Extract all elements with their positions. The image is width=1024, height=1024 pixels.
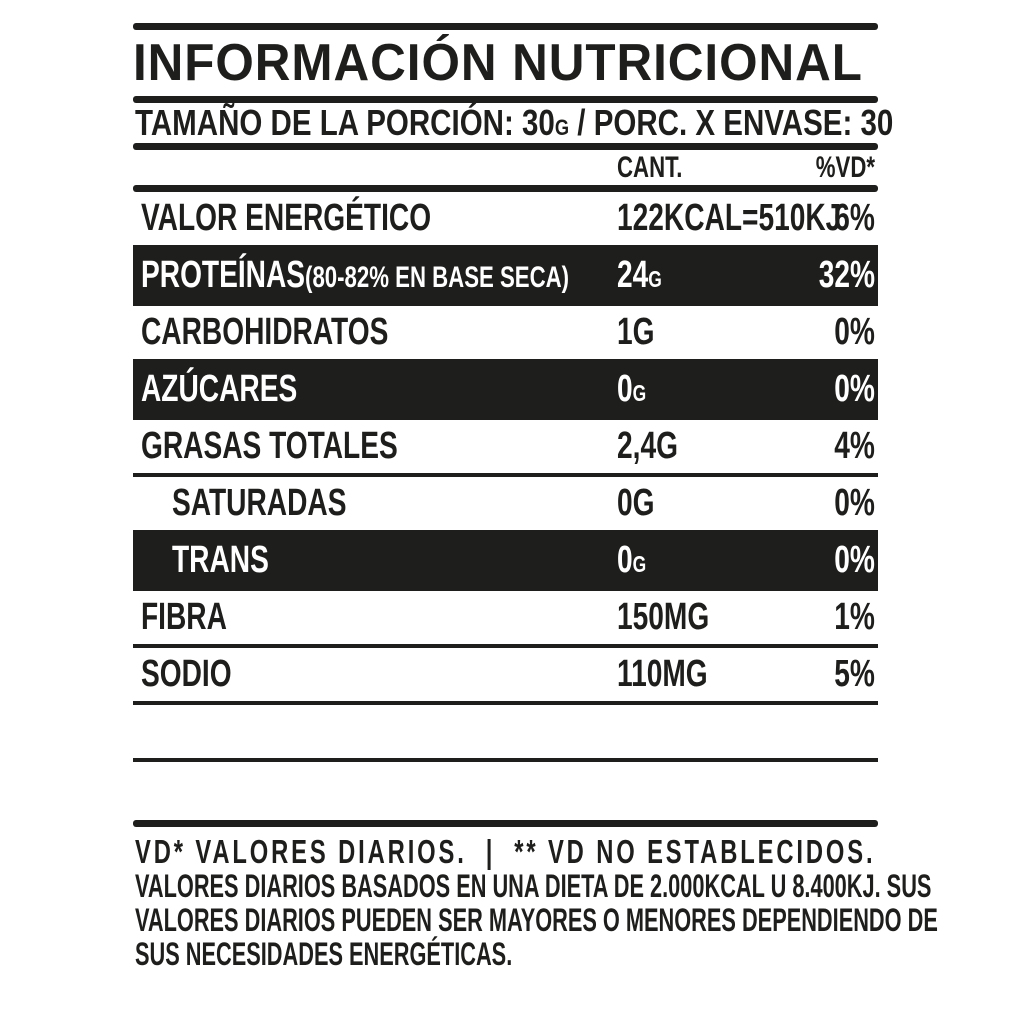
nutrient-row bbox=[133, 477, 878, 530]
nutrient-amount-cell bbox=[617, 648, 740, 701]
nutrient-amount-cell bbox=[617, 420, 699, 473]
footnote-line: VALORES DIARIOS BASADOS EN UNA DIETA DE 2.000KCAL U 8.400KJ. SUS bbox=[135, 867, 932, 904]
nutrient-daily-value: 32% bbox=[818, 254, 875, 296]
daily-value-column-header-cell bbox=[795, 150, 875, 185]
nutrient-daily-value-cell bbox=[820, 530, 875, 591]
nutrient-row bbox=[133, 530, 878, 591]
daily-value-column-header: %VD* bbox=[815, 150, 875, 184]
nutrient-name-cell bbox=[133, 596, 257, 639]
nutrient-amount-cell bbox=[617, 477, 668, 530]
serving-size-text: TAMAÑO DE LA PORCIÓN: 30 bbox=[135, 102, 555, 143]
nutrient-name-cell bbox=[133, 425, 488, 468]
nutrient-name: SODIO bbox=[141, 653, 232, 695]
label-title: INFORMACIÓN NUTRICIONAL bbox=[133, 34, 863, 92]
serving-info bbox=[133, 102, 894, 143]
servings-per-container-text: / PORC. X ENVASE: 30 bbox=[569, 102, 894, 143]
nutrient-daily-value: 0% bbox=[834, 539, 875, 581]
footnote-line: VD* VALORES DIARIOS. | ** VD NO ESTABLECIDOS. bbox=[135, 833, 876, 870]
divider-above-footnote bbox=[133, 820, 878, 827]
amount-column-header: CANT. bbox=[617, 150, 683, 184]
nutrient-name-cell bbox=[133, 710, 141, 753]
nutrient-unit: G bbox=[632, 380, 647, 406]
nutrient-name-cell bbox=[133, 368, 352, 411]
nutrient-table bbox=[133, 192, 878, 762]
nutrient-name-cell bbox=[133, 482, 408, 525]
footnote bbox=[133, 827, 938, 972]
divider-under-serving bbox=[133, 143, 878, 150]
serving-text bbox=[135, 102, 893, 144]
nutrient-daily-value-cell bbox=[820, 591, 875, 644]
nutrient-name-cell bbox=[133, 653, 263, 696]
nutrient-amount: 122KCAL=510KJ bbox=[617, 197, 842, 239]
nutrient-daily-value-cell bbox=[820, 306, 875, 359]
nutrient-amount-cell bbox=[617, 306, 668, 359]
blank-space bbox=[133, 762, 878, 820]
nutrient-amount-cell bbox=[617, 591, 742, 644]
serving-unit: G bbox=[554, 115, 570, 140]
nutrient-name-cell bbox=[133, 539, 303, 582]
divider-under-column-headers bbox=[133, 185, 878, 192]
nutrient-daily-value-cell bbox=[820, 359, 875, 420]
nutrient-amount: 0 bbox=[617, 539, 633, 581]
nutrient-daily-value-cell bbox=[820, 477, 875, 530]
nutrient-name-cell bbox=[133, 197, 533, 240]
nutrient-daily-value-cell bbox=[799, 245, 875, 306]
nutrient-row bbox=[133, 705, 878, 762]
nutrient-daily-value: 0% bbox=[834, 311, 875, 353]
nutrient-daily-value-cell bbox=[820, 420, 875, 473]
nutrient-row bbox=[133, 420, 878, 477]
nutrition-label bbox=[133, 23, 938, 972]
nutrient-amount: 2,4G bbox=[617, 425, 678, 467]
nutrient-daily-value: 1% bbox=[834, 596, 875, 638]
nutrient-amount: 0 bbox=[617, 368, 633, 410]
amount-column-header-cell bbox=[617, 150, 705, 185]
nutrient-name: CARBOHIDRATOS bbox=[141, 311, 389, 353]
nutrient-row bbox=[133, 245, 878, 306]
nutrient-row bbox=[133, 192, 878, 245]
nutrient-amount-cell bbox=[617, 359, 656, 420]
nutrient-amount-cell bbox=[617, 530, 656, 591]
nutrient-daily-value: 0% bbox=[834, 368, 875, 410]
nutrient-row bbox=[133, 591, 878, 648]
nutrient-note: (80-82% EN BASE SECA) bbox=[305, 261, 570, 294]
footnote-line: SUS NECESIDADES ENERGÉTICAS. bbox=[135, 935, 513, 972]
nutrient-name: AZÚCARES bbox=[141, 368, 298, 410]
footnote-line: VALORES DIARIOS PUEDEN SER MAYORES O MENORES DEPENDIENDO DE bbox=[135, 901, 938, 938]
nutrient-daily-value: 6% bbox=[834, 197, 875, 239]
nutrient-name: SATURADAS bbox=[172, 482, 347, 524]
header bbox=[133, 30, 878, 96]
nutrient-daily-value: 0% bbox=[834, 482, 875, 524]
nutrient-amount: 24 bbox=[617, 254, 649, 296]
nutrient-name: GRASAS TOTALES bbox=[141, 425, 398, 467]
nutrient-amount: 150MG bbox=[617, 596, 710, 638]
nutrient-daily-value: 4% bbox=[834, 425, 875, 467]
nutrient-name: VALOR ENERGÉTICO bbox=[141, 197, 432, 239]
nutrient-daily-value-cell bbox=[820, 192, 875, 245]
nutrient-name: PROTEÍNAS bbox=[141, 254, 306, 296]
nutrient-unit: G bbox=[648, 266, 662, 292]
nutrient-name: FIBRA bbox=[141, 596, 227, 638]
nutrient-name-cell bbox=[133, 311, 475, 354]
nutrient-daily-value-cell bbox=[820, 648, 875, 701]
nutrient-name: TRANS bbox=[172, 539, 269, 581]
column-headers bbox=[133, 150, 878, 185]
nutrient-row bbox=[133, 359, 878, 420]
nutrient-amount: 0G bbox=[617, 482, 655, 524]
nutrient-row bbox=[133, 306, 878, 359]
nutrient-row bbox=[133, 648, 878, 705]
nutrient-unit: G bbox=[632, 551, 647, 577]
divider-top bbox=[133, 23, 878, 30]
nutrient-amount-cell bbox=[617, 245, 678, 306]
nutrient-amount: 110MG bbox=[617, 653, 708, 695]
nutrient-daily-value: 5% bbox=[834, 653, 875, 695]
nutrient-amount: 1G bbox=[617, 311, 655, 353]
